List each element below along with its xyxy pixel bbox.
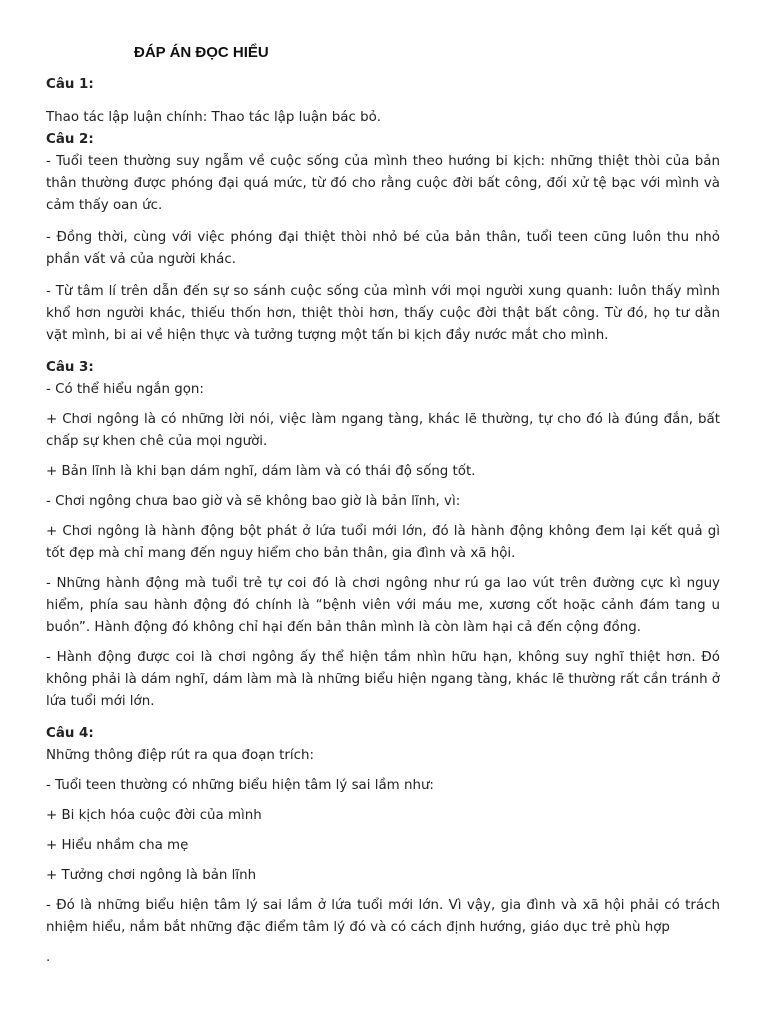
question-3-paragraph: + Chơi ngông là hành động bột phát ở lứa tuổi mới lớn, đó là hành động không đem lại kết quả gì tốt đẹp mà chỉ mang đến nguy hiểm cho bản thân, gia đình và xã hội.	[46, 524, 720, 561]
document-body	[46, 74, 720, 969]
question-3-paragraph: - Hành động được coi là chơi ngông ấy thể hiện tầm nhìn hữu hạn, không suy nghĩ thiệt hơn. Đó không phải là dám nghĩ, dám làm mà là những biểu hiện ngang tàng, khác lẽ thường rất cần tránh ở lứa tuổi mới lớn.	[46, 650, 721, 709]
question-4-paragraph: + Tưởng chơi ngông là bản lĩnh	[46, 868, 257, 883]
question-2-paragraph: - Tuổi teen thường suy ngẫm về cuộc sống của mình theo hướng bi kịch: những thiệt thòi của bản thân thường được phóng đại quá mức, từ đó cho rằng cuộc đời bất công, đối xử tệ bạc với mình và cảm thấy oan ức.	[46, 154, 720, 213]
trailing-mark: .	[46, 950, 51, 965]
question-3-paragraph: + Chơi ngông là có những lời nói, việc làm ngang tàng, khác lẽ thường, tự cho đó là đúng đắn, bất chấp sự khen chê của mọi người.	[46, 412, 720, 449]
question-4-paragraph: - Đó là những biểu hiện tâm lý sai lầm ở lứa tuổi mới lớn. Vì vậy, gia đình và xã hội phải có trách nhiệm hiểu, nắm bắt những đặc điểm tâm lý đó và có cách định hướng, giáo dục trẻ phù hợp	[46, 898, 720, 935]
question-4-paragraph: - Tuổi teen thường có những biểu hiện tâm lý sai lầm như:	[46, 778, 434, 793]
question-2-paragraph: - Từ tâm lí trên dẫn đến sự so sánh cuộc sống của mình với mọi người xung quanh: luôn thấy mình khổ hơn người khác, thiếu thốn hơn, thiệt thòi hơn, thấy cuộc đời thật bất công. Từ đó, họ tư dằn vặt mình, bi ai về hiện thực và tưởng tượng một tấn bi kịch đầy nước mắt cho mình.	[46, 284, 720, 343]
question-3-paragraph: + Bản lĩnh là khi bạn dám nghĩ, dám làm và có thái độ sống tốt.	[46, 464, 476, 479]
question-3-heading: Câu 3:	[46, 360, 94, 375]
question-2-paragraph: - Đồng thời, cùng với việc phóng đại thiệt thòi nhỏ bé của bản thân, tuổi teen cũng luôn thu nhỏ phần vất vả của người khác.	[46, 230, 720, 267]
question-4-heading: Câu 4:	[46, 726, 94, 741]
question-4-paragraph: + Bi kịch hóa cuộc đời của mình	[46, 808, 262, 823]
question-3-paragraph: - Những hành động mà tuổi trẻ tự coi đó là chơi ngông như rú ga lao vút trên đường cực kì nguy hiểm, phía sau hành động đó chính là “bệnh viên với máu me, xương cốt hoặc cảnh đám tang u buồn”. Hành động đó không chỉ hại đến bản thân mình là còn làm hại cả đến cộng đồng.	[46, 576, 720, 635]
question-1-heading: Câu 1:	[46, 77, 94, 92]
question-4-intro: Những thông điệp rút ra qua đoạn trích:	[46, 748, 315, 763]
question-3-paragraph: - Có thể hiểu ngắn gọn:	[46, 382, 204, 397]
question-4-paragraph: + Hiểu nhầm cha mẹ	[46, 838, 189, 853]
question-2-heading: Câu 2:	[46, 132, 94, 147]
question-1-answer: Thao tác lập luận chính: Thao tác lập luận bác bỏ.	[46, 110, 382, 125]
question-3-paragraph: - Chơi ngông chưa bao giờ và sẽ không bao giờ là bản lĩnh, vì:	[46, 494, 461, 509]
document-title: ĐÁP ÁN ĐỌC HIỂU	[134, 44, 269, 61]
